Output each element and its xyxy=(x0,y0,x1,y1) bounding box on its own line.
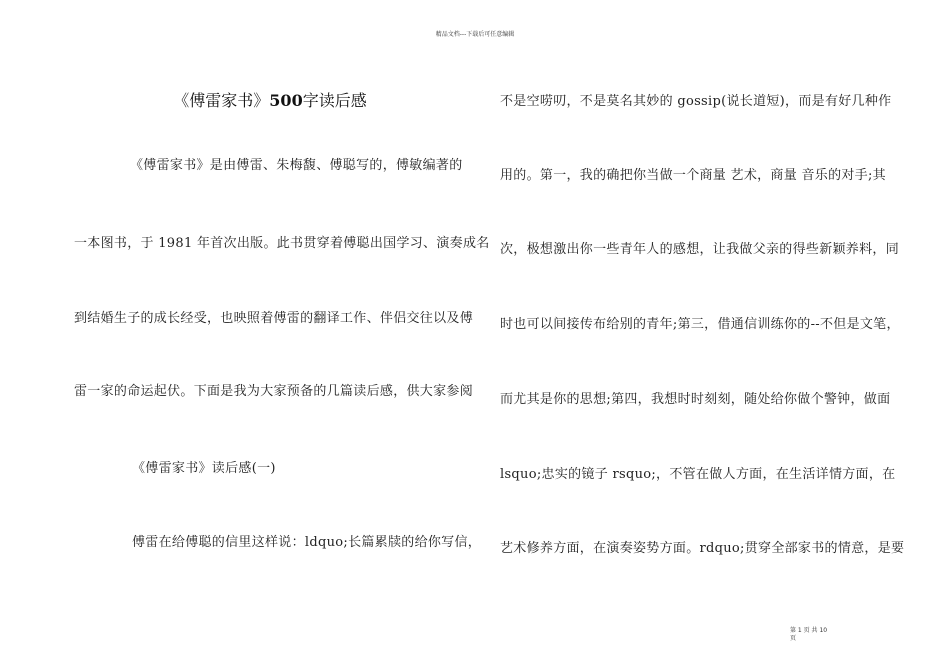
section-heading: 《傅雷家书》读后感(一) xyxy=(132,461,276,476)
paragraph-line: 傅雷在给傅聪的信里这样说：ldquo;长篇累牍的给你写信， xyxy=(132,535,482,550)
page-number-line: 第 1 页 共 10 xyxy=(790,627,828,634)
paragraph-line: 时也可以间接传布给别的青年;第三，借通信训练你的--不但是文笔， xyxy=(500,317,900,332)
paragraph-line: 用的。第一，我的确把你当做一个商量 艺术，商量 音乐的对手;其 xyxy=(500,168,886,183)
title-prefix: 《傅雷家书》 xyxy=(173,91,270,110)
paragraph-line: 到结婚生子的成长经受，也映照着傅雷的翻译工作、伴侣交往以及傅 xyxy=(74,311,474,326)
paragraph-line: 次，极想激出你一些青年人的感想，让我做父亲的得些新颖养料，同 xyxy=(500,242,900,257)
page-number xyxy=(790,627,850,643)
paragraph-line: 雷一家的命运起伏。下面是我为大家预备的几篇读后感，供大家参阅 xyxy=(74,384,474,399)
paragraph-line: lsquo;忠实的镜子 rsquo;，不管在做人方面，在生活详情方面，在 xyxy=(500,467,896,482)
page-number-line: 页 xyxy=(790,635,797,642)
title-suffix: 字读后感 xyxy=(302,91,367,110)
title-number: 500 xyxy=(269,91,303,110)
paragraph-line: 艺术修养方面，在演奏姿势方面。rdquo;贯穿全部家书的情意，是要 xyxy=(500,541,905,556)
paragraph-line: 而尤其是你的思想;第四，我想时时刻刻，随处给你做个警钟，做面 xyxy=(500,392,891,407)
document-title xyxy=(60,92,480,110)
header-note: 精品文档---下载后可任意编辑 xyxy=(435,31,515,38)
paragraph-line: 《傅雷家书》是由傅雷、朱梅馥、傅聪写的，傅敏编著的 xyxy=(130,158,463,173)
paragraph-line: 不是空唠叨，不是莫名其妙的 gossip(说长道短)，而是有好几种作 xyxy=(500,94,892,109)
paragraph-line: 一本图书，于 1981 年首次出版。此书贯穿着傅聪出国学习、演奏成名 xyxy=(74,236,490,251)
